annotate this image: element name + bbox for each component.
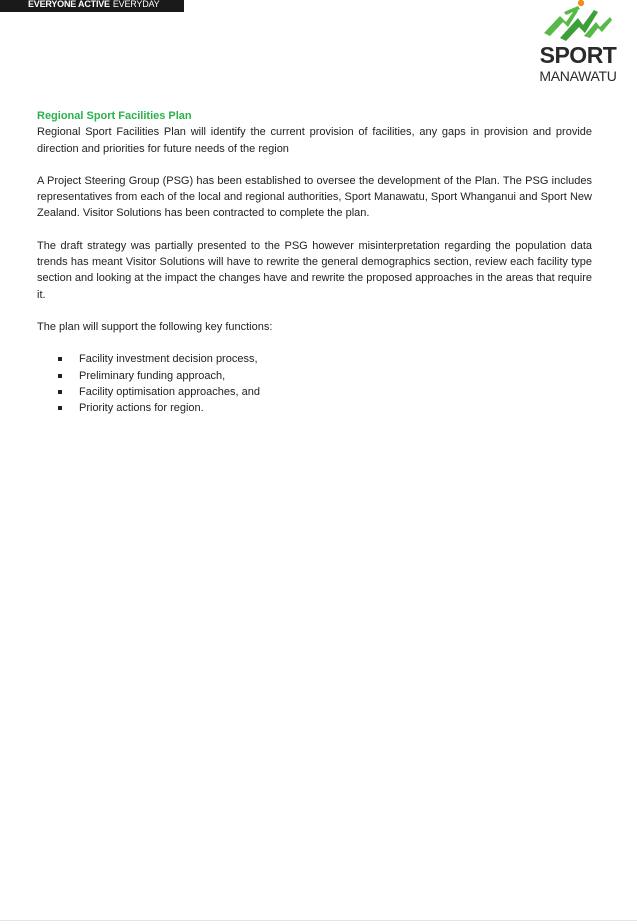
bullet-icon — [58, 357, 62, 361]
sport-manawatu-logo — [532, 0, 624, 90]
list-item — [37, 400, 592, 416]
paragraph-draft-strategy: The draft strategy was partially presented to the PSG however misinterpretation regarding the population data trends has meant Visitor Solutions will have to rewrite the general demographics section, review each facility type section and looking at the impact the changes have and rewrite the proposed approaches in the areas that require it. — [37, 239, 592, 301]
list-item-text: Preliminary funding approach, — [79, 369, 226, 382]
paragraph-psg: A Project Steering Group (PSG) has been established to oversee the development of the Plan. The PSG includes representatives from each of the local and regional authorities, Sport Manawatu, Sport Whanganui and Sport New Zealand. Visitor Solutions has been contracted to complete the plan. — [37, 174, 592, 220]
list-item — [37, 368, 592, 384]
list-item-text: Facility optimisation approaches, and — [79, 385, 260, 398]
bullet-icon — [58, 406, 62, 410]
tagline-bold: EVERYONE ACTIVE — [28, 0, 110, 9]
bullet-icon — [58, 390, 62, 394]
paragraph-intro: Regional Sport Facilities Plan will identify the current provision of facilities, any gaps in provision and provide direction and priorities for future needs of the region — [37, 126, 592, 155]
sport-figure-icon — [538, 0, 618, 46]
section-heading: Regional Sport Facilities Plan — [37, 110, 192, 122]
list-item — [37, 384, 592, 400]
list-item-text: Facility investment decision process, — [79, 353, 258, 366]
logo-wordmark: SPORT — [539, 42, 617, 68]
document-body — [37, 108, 592, 416]
top-banner — [0, 0, 184, 12]
tagline-regular: EVERYDAY — [112, 0, 160, 9]
list-item — [37, 351, 592, 367]
key-functions-list — [37, 351, 592, 416]
logo-region: MANAWATU — [539, 68, 617, 84]
paragraph-key-functions: The plan will support the following key functions: — [37, 320, 273, 333]
bullet-icon — [58, 374, 62, 378]
page-bottom-rule — [0, 920, 637, 921]
list-item-text: Priority actions for region. — [79, 402, 204, 415]
